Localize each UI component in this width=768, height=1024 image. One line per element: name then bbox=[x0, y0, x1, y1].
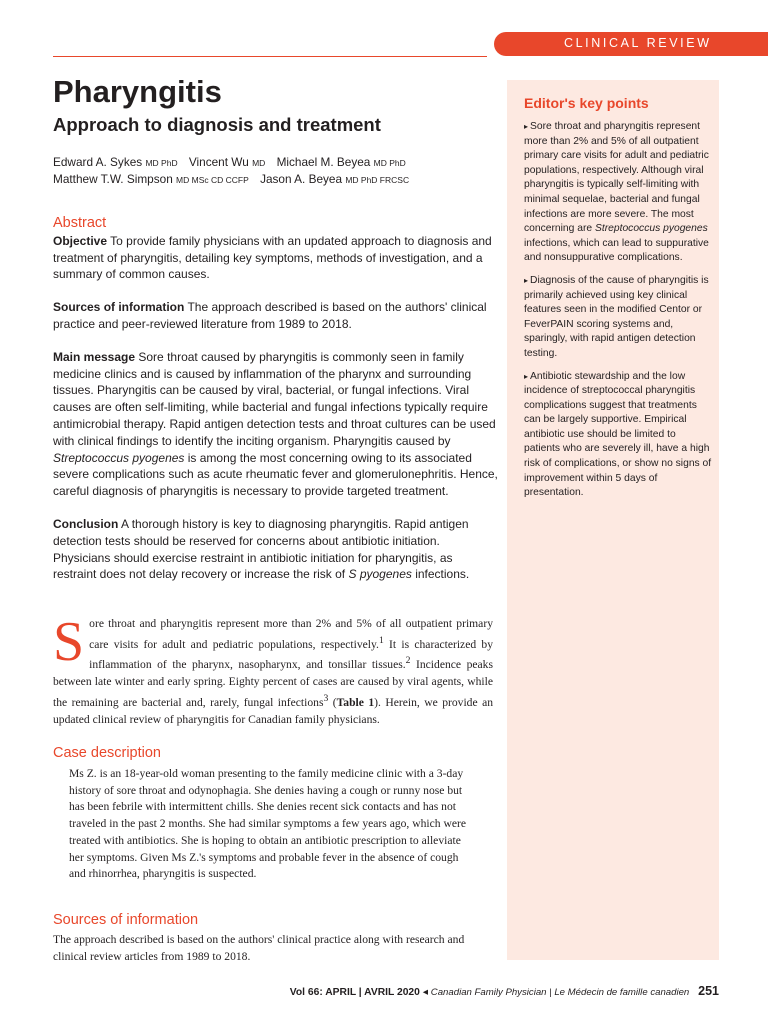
reference-marker: 1 bbox=[378, 634, 384, 646]
section-label: CLINICAL REVIEW bbox=[564, 36, 712, 50]
author: Vincent Wu MD bbox=[188, 155, 266, 169]
footer-volume: Vol 66: APRIL | AVRIL 2020 bbox=[289, 987, 420, 998]
header-rule bbox=[53, 56, 487, 57]
key-points-list bbox=[524, 120, 714, 509]
table-reference: Table 1 bbox=[336, 695, 375, 709]
footer-journal: Canadian Family Physician | Le Médecin de famille canadien bbox=[430, 987, 690, 998]
case-description-text: Ms Z. is an 18-year-old woman presenting to the family medicine clinic with a 3-day history of sore throat and odynophagia. She denies having a cough or runny nose but has been febrile with intermittent chills. She denies recent sick contacts and has not traveled in the past 2 months. She had similar symptoms a few years ago, which were treated with antibiotics. She is hoping to obtain an antibiotic prescription to alleviate her symptoms. Given Ms Z.'s symptoms and probable fever in the absence of cough and rhinorrhea, pharyngitis is suspected. bbox=[69, 767, 466, 881]
article-title: Pharyngitis bbox=[53, 74, 222, 109]
author: Michael M. Beyea MD PhD bbox=[276, 155, 406, 169]
key-points-sidebar bbox=[507, 80, 719, 960]
key-points-heading: Editor's key points bbox=[524, 95, 649, 111]
author-degrees: MD PhD FRCSC bbox=[345, 175, 410, 185]
key-point: ▸ Diagnosis of the cause of pharyngitis is primarily achieved using key clinical features seen in the modified Centor or FeverPAIN scoring systems and, sparingly, with rapid antigen detection testing. bbox=[524, 274, 709, 359]
section-tab bbox=[494, 32, 768, 56]
author-degrees: MD bbox=[252, 158, 266, 168]
author: Edward A. Sykes MD PhD bbox=[53, 155, 178, 169]
key-point: ▸ Antibiotic stewardship and the low incidence of streptococcal pharyngitis complications suggest that treatments can be largely supportive. Empirical antibiotic use should be limited to patients who are severely ill, have a high risk of complications, or show no signs of improvement within 5 days of presentation. bbox=[524, 370, 712, 499]
intro-paragraph: Sore throat and pharyngitis represent more than 2% and 5% of all outpatient primary care visits for adult and pediatric populations, respectively.$^1$ It is characterized by inflammation of the pharynx, nasopharynx, and tonsillar tissues.$^2$ Incidence peaks between late winter and early spring. Eighty percent of cases are caused by viral agents, while the remaining are bacterial and, rarely, fungal infections$^3$ (Table 1). Herein, we provide an updated clinical review of pharyngitis for Canadian family physicians. bbox=[53, 611, 494, 726]
key-point: ▸ Sore throat and pharyngitis represent more than 2% and 5% of all outpatient primary care visits for adult and pediatric populations, respectively. Although viral pharyngitis is typically self-limiting with minimal sequelae, bacterial and fungal infections are more severe. The most concerning are Streptococcus pyogenes infections, which can lead to suppurative and nonsuppurative complications. bbox=[524, 121, 709, 264]
abstract-main-message: Main message Sore throat caused by pharyngitis is commonly seen in family medicine clinics and is caused by inflammation of the pharynx and surrounding tissues. Pharyngitis can be caused by viral, bacterial, or fungal infections. Viral causes are often self-limiting, while bacterial and fungal infections typically require antimicrobial therapy. Rapid antigen detection tests and throat cultures can be used with clinical findings to identify the inciting organism. Pharyngitis caused by Streptococcus pyogenes is among the most concerning owing to its associated severe complications such as acute rheumatic fever and glomerulonephritis. Hence, careful diagnosis of pharyngitis is necessary to provide targeted treatment. bbox=[53, 349, 498, 499]
abstract-conclusion: Conclusion A thorough history is key to diagnosing pharyngitis. Rapid antigen detection tests should be reserved for concerns about antibiotic initiation. Physicians should exercise restraint in antibiotic initiation for pharyngitis, as restraint does not delay recovery or increase the risk of S pyogenes infections. bbox=[53, 516, 470, 582]
bullet-arrow-icon: ▸ bbox=[524, 275, 529, 285]
abstract-heading: Abstract bbox=[53, 215, 107, 231]
author: Jason A. Beyea MD PhD FRCSC bbox=[260, 172, 410, 186]
reference-marker: 3 bbox=[323, 692, 329, 704]
author: Matthew T.W. Simpson MD MSc CD CCFP bbox=[53, 172, 249, 186]
sources-label: Sources of information bbox=[53, 300, 185, 315]
bullet-arrow-icon: ▸ bbox=[524, 371, 529, 381]
abstract-objective: Objective To provide family physicians with an updated approach to diagnosis and treatment of pharyngitis, detailing key symptoms, methods of investigation, and a summary of common causes. bbox=[53, 233, 492, 282]
main-message-label: Main message bbox=[53, 349, 136, 364]
author-degrees: MD MSc CD CCFP bbox=[176, 175, 249, 185]
bullet-arrow-icon: ▸ bbox=[524, 122, 529, 131]
author-list bbox=[53, 154, 417, 188]
sources-text: The approach described is based on the authors' clinical practice along with research and clinical review articles from 1989 to 2018. bbox=[53, 933, 465, 963]
abstract-sources: Sources of information The approach described is based on the authors' clinical practice and peer-reviewed literature from 1989 to 2018. bbox=[53, 300, 487, 331]
abstract bbox=[53, 215, 498, 599]
page-footer bbox=[290, 984, 719, 998]
article-subtitle: Approach to diagnosis and treatment bbox=[53, 114, 381, 135]
page-number: 251 bbox=[698, 984, 719, 998]
author-degrees: MD PhD bbox=[145, 158, 178, 168]
sources-heading: Sources of information bbox=[53, 912, 199, 928]
objective-label: Objective bbox=[53, 233, 108, 248]
case-description-heading: Case description bbox=[53, 745, 161, 761]
footer-arrow-icon: ◂ bbox=[422, 987, 428, 998]
drop-cap: S bbox=[53, 611, 85, 673]
author-degrees: MD PhD bbox=[373, 158, 406, 168]
conclusion-label: Conclusion bbox=[53, 516, 119, 531]
reference-marker: 2 bbox=[405, 655, 411, 667]
